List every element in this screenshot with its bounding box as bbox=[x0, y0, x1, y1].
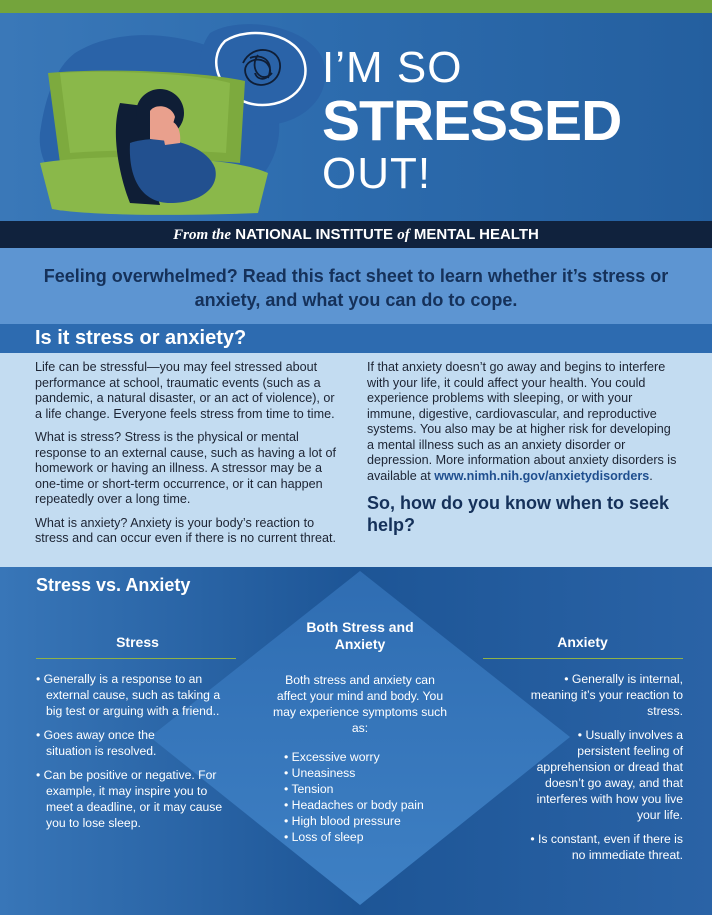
paragraph-anxiety-health-text: If that anxiety doesn’t go away and begins to interfere with your life, it could affect your health. You could experience problems with sleeping, or with your immune, digestive, cardiovascular, and reproductive systems. You also may be at higher risk for developing a mental illness such as an anxiety disorder or depression. More information about anxiety disorders is available at bbox=[367, 360, 677, 483]
intro-band bbox=[0, 248, 712, 324]
paragraph-what-is-anxiety: What is anxiety? Anxiety is your body’s reaction to stress and can occur even if there is no current threat. bbox=[35, 515, 337, 545]
anxiety-divider bbox=[483, 658, 683, 659]
seek-help-question: So, how do you know when to seek help? bbox=[367, 493, 670, 535]
national-institute-text: NATIONAL INSTITUTE bbox=[235, 226, 394, 243]
info-panel bbox=[0, 353, 712, 567]
symptom-item: • High blood pressure bbox=[284, 814, 401, 828]
symptom-item: • Tension bbox=[284, 782, 334, 796]
section-header bbox=[0, 324, 712, 353]
paragraph-life: Life can be stressful—you may feel stressed about performance at school, traumatic events (such as a pandemic, a natural disaster, or an act of violence), or a life change. Everyone feels stress from time to time. bbox=[35, 360, 335, 421]
anxiety-item: • Is constant, even if there is no immediate threat. bbox=[530, 832, 683, 862]
anxiety-disorders-link[interactable]: www.nimh.nih.gov/anxietydisorders bbox=[434, 468, 650, 483]
anxiety-item: • Generally is internal, meaning it’s your reaction to stress. bbox=[530, 672, 683, 718]
stress-item: • Generally is a response to an external cause, such as taking a big test or arguing with a friend.. bbox=[36, 672, 221, 718]
of-text: of bbox=[397, 227, 410, 243]
stress-item: • Can be positive or negative. For example, it may inspire you to meet a deadline, or it may cause you to lose sleep. bbox=[36, 768, 223, 830]
comparison-panel bbox=[0, 567, 712, 915]
paragraph-anxiety-health bbox=[367, 360, 677, 484]
both-list bbox=[284, 749, 454, 845]
both-column-title: Both Stress and Anxiety bbox=[306, 619, 414, 652]
hero-banner bbox=[0, 13, 712, 221]
anxiety-column-title: Anxiety bbox=[557, 634, 608, 650]
symptom-item: • Loss of sleep bbox=[284, 830, 364, 844]
stress-divider bbox=[36, 658, 236, 659]
paragraph-what-is-stress: What is stress? Stress is the physical or mental response to an external cause, such as having a lot of homework or having an illness. A stressor may be a one-time or short-term occurrence, or it can happen repeatedly over a long time. bbox=[35, 430, 337, 506]
symptom-item: • Uneasiness bbox=[284, 766, 356, 780]
both-intro: Both stress and anxiety can affect your mind and body. You may experience symptoms such as: bbox=[272, 673, 448, 735]
intro-text: Feeling overwhelmed? Read this fact sheet to learn whether it’s stress or anxiety, and what you can do to cope. bbox=[43, 266, 669, 310]
mental-health-text: MENTAL HEALTH bbox=[413, 226, 539, 243]
symptom-item: • Headaches or body pain bbox=[284, 798, 424, 812]
title-block bbox=[322, 45, 621, 197]
top-accent-bar bbox=[0, 0, 712, 13]
stress-list bbox=[36, 671, 236, 839]
title-line-3: OUT! bbox=[322, 149, 432, 198]
anxiety-item: • Usually involves a persistent feeling of apprehension or dread that doesn’t go away, and that interferes with how you live your life. bbox=[536, 728, 683, 822]
comparison-heading: Stress vs. Anxiety bbox=[36, 575, 191, 595]
title-line-1: I’M SO bbox=[322, 43, 463, 92]
left-column bbox=[35, 360, 345, 555]
from-the-text: From the bbox=[173, 227, 232, 243]
source-bar bbox=[0, 221, 712, 248]
stress-item: • Goes away once the situation is resolved. bbox=[36, 728, 157, 758]
anxiety-list bbox=[523, 671, 683, 871]
symptom-item: • Excessive worry bbox=[284, 750, 380, 764]
right-column bbox=[367, 360, 677, 536]
link-suffix: . bbox=[649, 468, 653, 483]
stress-column-title: Stress bbox=[116, 634, 159, 650]
title-line-2: STRESSED bbox=[322, 89, 622, 153]
section-heading: Is it stress or anxiety? bbox=[35, 327, 247, 349]
